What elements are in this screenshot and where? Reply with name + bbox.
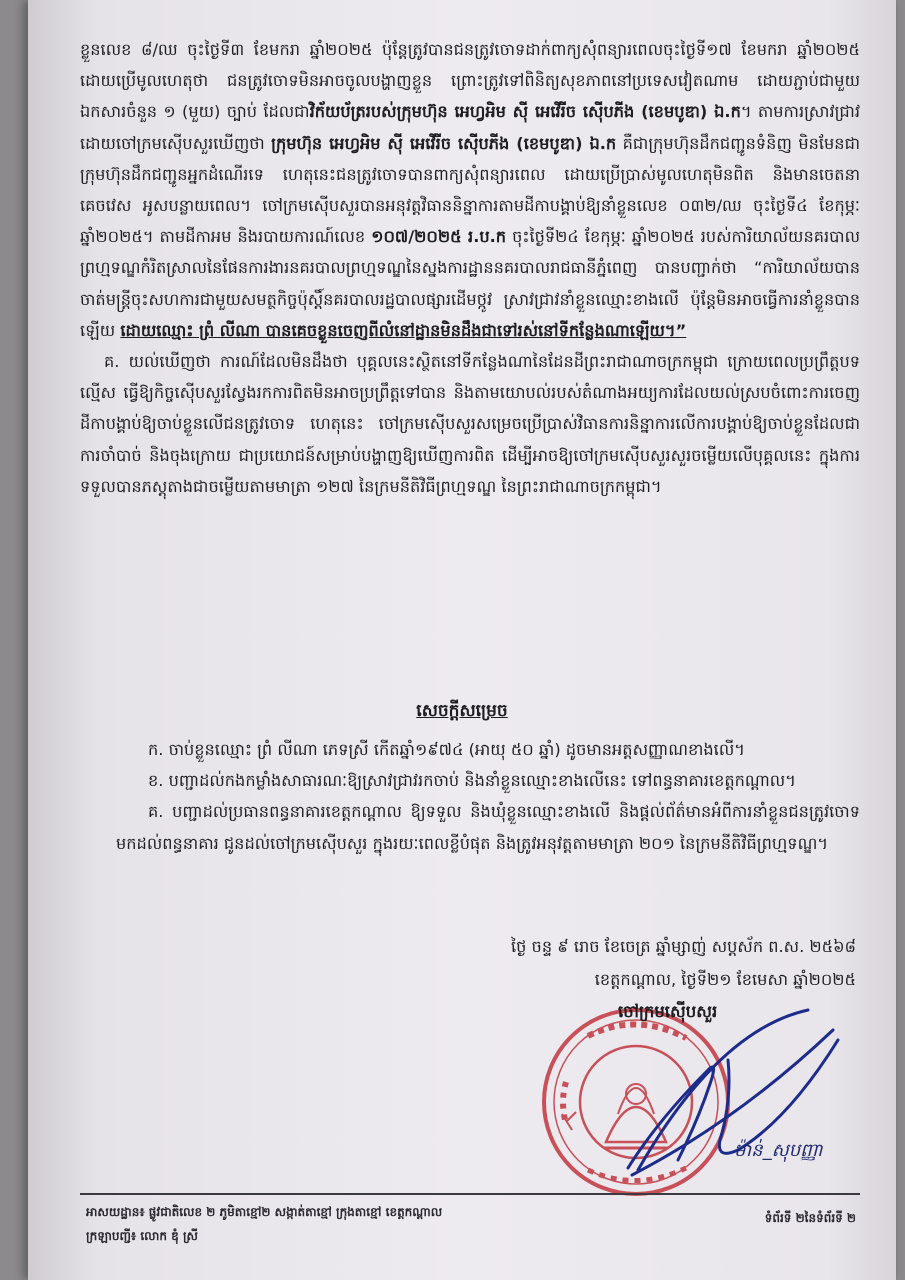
invoice-company-bold: វិក័យប័ត្ររបស់ក្រុមហ៊ុន អេហ្វអិម ស៊ី អេវើរីច ស៊ើបភីង (ខេមបូឌា) ឯ.ក [309,102,741,122]
text-segment: ចុះថ្ងៃទី២៤ ខែកុម្ភៈ ឆ្នាំ២០២៥ របស់ការិយាល័យនគរបាលព្រហ្មទណ្ឌកំរិតស្រាលនៃផែនការងារនគរបាលព្រហ្មទណ្ឌនៃស្នងការដ្ឋាននគរបាលរាជធានីភ្នំពេញ បានបញ្ជាក់ថា “ការិយាល័យបានចាត់មន្ត្រីចុះសហការជាមួយសមត្ថកិច្ចប៉ុស្តិ៍នគរបាលរដ្ឋបាលផ្សារដើមថ្កូវ ស្រាវជ្រាវនាំខ្លួនឈ្មោះខាងលើ ប៉ុន្តែមិនអាចធ្វើការនាំខ្លួនបានឡើយ [80,227,860,340]
decision-list [116,734,860,859]
page-number: ទំព័រទី ២នៃទំព័រទី ២ [764,1211,856,1225]
document-page [28,0,896,1280]
judge-name: ម៉ាន់_សុបញ្ញា [734,1140,823,1161]
fled-statement-underlined: ដោយឈ្មោះ ព្រំ លីណា បានគេចខ្លួនចេញពីលំនៅដ្ឋានមិនដឹងជាទៅរស់នៅទីកន្លែងណាឡើយ។” [120,320,687,340]
date-block [511,930,856,996]
body-text [80,34,860,502]
report-number-bold: ១០៧/២០២៥ រ.ប.ក [371,227,507,247]
solar-date: ខេត្តកណ្តាល, ថ្ងៃទី២១ ខែមេសា ឆ្នាំ២០២៥ [594,970,856,989]
paragraph-reasoning: គ. យល់ឃើញថា ការណ៍ដែលមិនដឹងថា បុគ្គលនេះស្ថិតនៅទីកន្លែងណានៃដែនដីព្រះរាជាណាចក្រកម្ពុជា ក្រោយពេលប្រព្រឹត្តបទល្មើស ធ្វើឱ្យកិច្ចស៊ើបសួរស្វែងរកការពិតមិនអាចប្រព្រឹត្តទៅបាន និងតាមយោបល់របស់តំណាងអយ្យការដែលយល់ស្របចំពោះការចេញដីកាបង្គាប់ឱ្យចាប់ខ្លួនលើជនត្រូវចោទ ហេតុនេះ ចៅក្រមស៊ើបសួរសម្រេចប្រើប្រាស់វិធានការនិន្នាការលើការបង្គាប់ឱ្យចាប់ខ្លួនដែលជាការចាំបាច់ និងចុងក្រោយ ជាប្រយោជន៍សម្រាប់បង្ហាញឱ្យឃើញការពិត ដើម្បីអាចឱ្យចៅក្រមស៊ើបសួរសួរចម្លើយលើបុគ្គលនេះ ក្នុងការទទួលបានភស្តុតាងជាចម្លើយតាមមាត្រា ១២៧ នៃក្រមនីតិវិធីព្រហ្មទណ្ឌ នៃព្រះរាជាណាចក្រកម្ពុជា។ [80,352,860,496]
decision-item: ខ. បញ្ជាដល់កងកម្លាំងសាធារណៈឱ្យស្រាវជ្រាវរកចាប់ និងនាំខ្លួនឈ្មោះខាងលើនេះ ទៅពន្ធនាគារខេត្តកណ្តាល។ [148,771,796,791]
text-segment: ខ្លួនលេខ ៨/ឈ ចុះថ្ងៃទី៣ ខែមករា ឆ្នាំ២០២៥ ប៉ុន្តែត្រូវបានជនត្រូវចោទដាក់ពាក្យសុំពន្យារពេលចុះថ្ងៃទី១៧ ខែមករា ឆ្នាំ២០២៥ ដោយប្រើមូលហេតុថា ជនត្រូវចោទមិនអាចចូលបង្ហាញខ្លួន ព្រោះត្រូវទៅពិនិត្យសុខភាពនៅប្រទេសវៀតណាម ដោយភ្ជាប់ជាមួយឯកសារចំនួន ១ (មួយ) ច្បាប់ ដែលជា [80,40,860,122]
company-name-bold: ក្រុមហ៊ុន អេហ្វអិម ស៊ី អេវើរីច ស៊ើបភីង (ខេមបូឌា) ឯ.ក [271,133,617,153]
footer-address: អាសយដ្ឋាន៖ ផ្លូវជាតិលេខ ២ ភូមិតាខ្មៅ២ សង្កាត់តាខ្មៅ ក្រុងតាខ្មៅ ខេត្តកណ្តាល [86,1205,443,1219]
footer-clerk: ក្រឡាបញ្ជី៖ លោក ឌុំ ស្រី [86,1229,198,1243]
paragraph-findings [80,34,860,346]
decision-item: គ. បញ្ជាដល់ប្រធានពន្ធនាគារខេត្តកណ្តាល ឱ្យទទួល និងឃុំខ្លួនឈ្មោះខាងលើ និងផ្តល់ព័ត៌មានអំពីការនាំខ្លួនជនត្រូវចោទមកដល់ពន្ធនាគារ ជូនដល់ចៅក្រមស៊ើបសួរ ក្នុងរយៈពេលខ្លីបំផុត និងត្រូវអនុវត្តតាមមាត្រា ២០១ នៃក្រមនីតិវិធីព្រហ្មទណ្ឌ។ [116,802,860,853]
footer-info [86,1200,646,1248]
footer-divider [80,1193,860,1195]
text-segment: ។ តាមការស្រាវជ្រាវដោយចៅក្រមស៊ើបសួរឃើញថា [80,102,860,153]
text-segment: គឺជាក្រុមហ៊ុនដឹកជញ្ជូនទំនិញ មិនមែនជាក្រុមហ៊ុនដឹកជញ្ជូនអ្នកដំណើរទេ ហេតុនេះជនត្រូវចោទបានពាក្យសុំពន្យារពេល ដោយប្រើប្រាស់មូលហេតុមិនពិត និងមានចេតនាគេចវេស អូសបន្លាយពេល។ ចៅក្រមស៊ើបសួរបានអនុវត្តវិធាននិន្នាការតាមដីកាបង្គាប់ឱ្យនាំខ្លួនលេខ ០៣២/ឈ ចុះថ្ងៃទី៤ ខែកុម្ភៈ ឆ្នាំ២០២៥។ តាមដីកាអម និងរបាយការណ៍លេខ [80,133,860,247]
decision-item: ក. ចាប់ខ្លួនឈ្មោះ ព្រំ លីណា ភេទស្រី កើតឆ្នាំ១៩៧៤ (អាយុ ៥០ ឆ្នាំ) ដូចមានអត្តសញ្ញាណខាងលើ។ [148,740,745,759]
lunar-date: ថ្ងៃ ចន្ទ ៩ រោច ខែចេត្រ ឆ្នាំម្សាញ់ សប្តស័ក ព.ស. ២៥៦៨ [510,937,856,956]
judge-title: ចៅក្រមស៊ើបសួរ [618,1002,718,1021]
decision-heading: សេចក្តីសម្រេច [416,701,508,721]
